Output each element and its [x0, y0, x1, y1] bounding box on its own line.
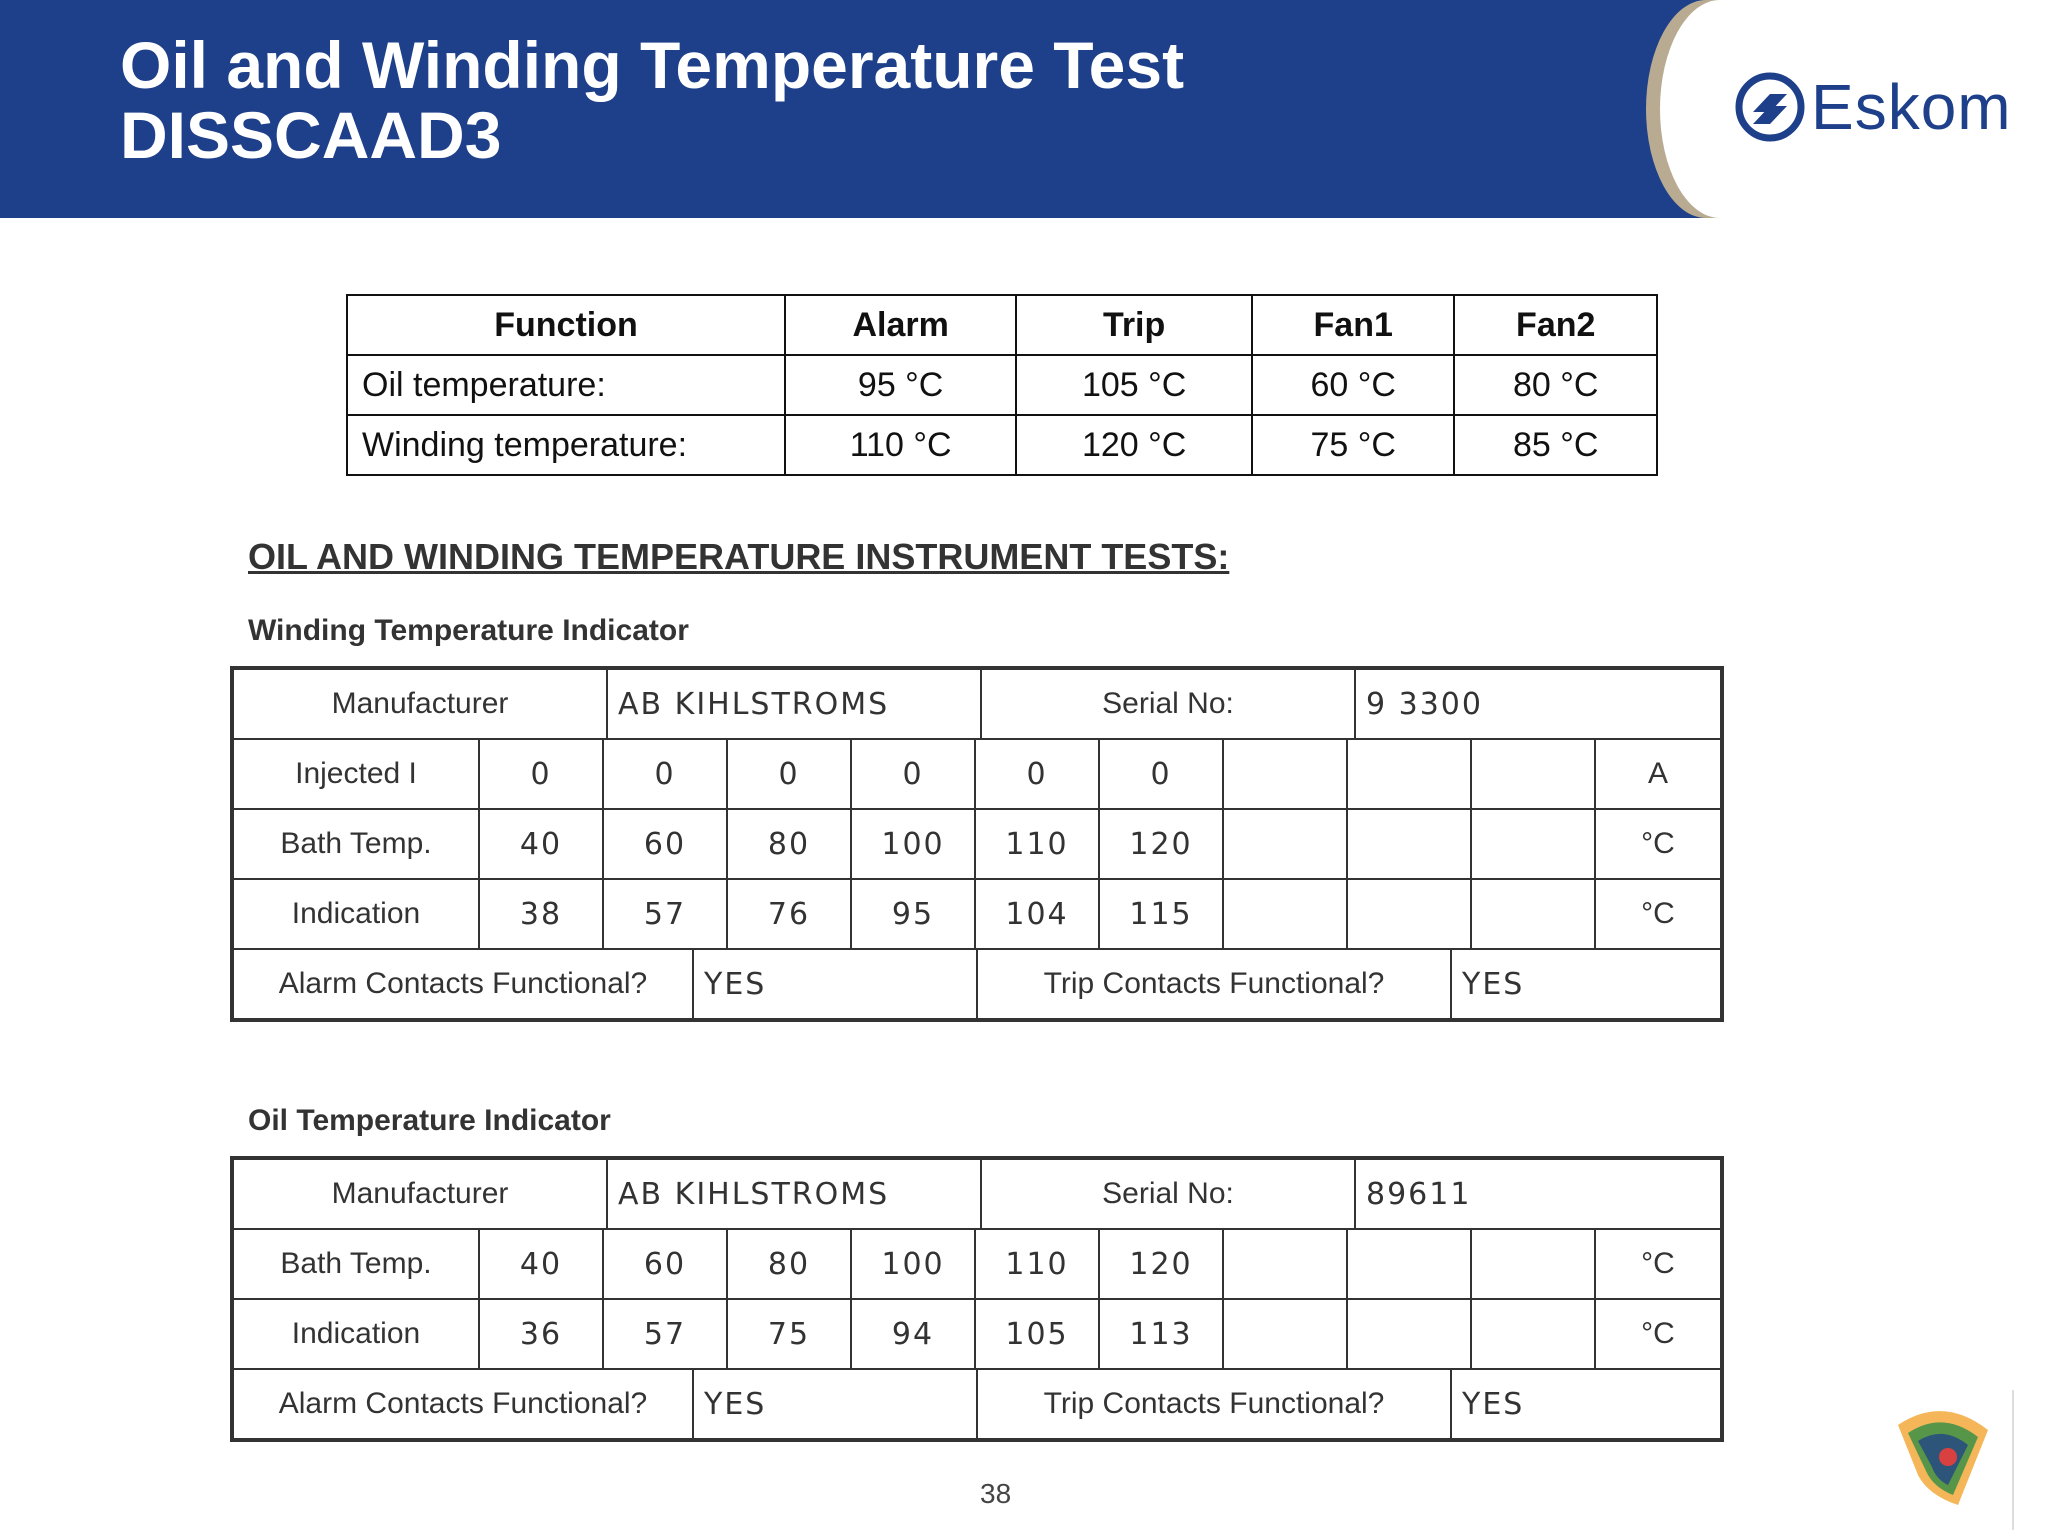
table-row: [347, 355, 1657, 415]
indication-value: [1472, 1300, 1596, 1368]
table-row: [347, 415, 1657, 475]
alarm-contacts-value: YES: [694, 950, 978, 1018]
winding-indicator-title: Winding Temperature Indicator: [248, 614, 689, 647]
alarm-contacts-value: YES: [694, 1370, 978, 1438]
section-title: OIL AND WINDING TEMPERATURE INSTRUMENT TESTS:: [248, 536, 1230, 577]
bath-temp-unit: °C: [1641, 1247, 1675, 1280]
cell-value: 120 °C: [1016, 415, 1252, 475]
trip-contacts-value: YES: [1462, 966, 1525, 1002]
manufacturer-row: [234, 670, 1720, 740]
header-fan1: Fan1: [1252, 295, 1455, 355]
injected-row: [234, 740, 1720, 810]
injected-value: 0: [1100, 740, 1224, 808]
title-line-2: DISSCAAD3: [120, 98, 502, 172]
indication-value: 76: [728, 880, 852, 948]
bath-temp-value: 120: [1100, 1230, 1224, 1298]
indication-value: [1348, 880, 1472, 948]
bath-temp-value: [1348, 810, 1472, 878]
function-table: [346, 294, 1658, 476]
manufacturer-label: Manufacturer: [234, 1160, 608, 1228]
serial-value: 89611: [1366, 1176, 1472, 1212]
indication-value: 115: [1100, 880, 1224, 948]
bath-temp-value: 60: [604, 1230, 728, 1298]
indication-label: Indication: [234, 1300, 480, 1368]
indication-unit: °C: [1641, 897, 1675, 930]
bath-temp-value: [1224, 1230, 1348, 1298]
injected-value: [1224, 740, 1348, 808]
bath-temp-value: [1472, 810, 1596, 878]
bath-temp-value: 120: [1100, 810, 1224, 878]
cell-value: 85 °C: [1454, 415, 1657, 475]
oil-indicator-title: Oil Temperature Indicator: [248, 1104, 611, 1137]
trip-contacts-label: Trip Contacts Functional?: [978, 1370, 1452, 1438]
oil-indicator-form: [230, 1156, 1724, 1442]
indication-value: 105: [976, 1300, 1100, 1368]
indication-value: 57: [604, 880, 728, 948]
bath-temp-value: 40: [480, 810, 604, 878]
indication-row: [234, 880, 1720, 950]
indication-value: 57: [604, 1300, 728, 1368]
manufacturer-label: Manufacturer: [234, 670, 608, 738]
indication-label: Indication: [234, 880, 480, 948]
bath-temp-value: [1224, 810, 1348, 878]
indication-value: [1224, 1300, 1348, 1368]
bath-temp-label: Bath Temp.: [234, 1230, 480, 1298]
indication-value: 75: [728, 1300, 852, 1368]
bath-temp-value: 80: [728, 1230, 852, 1298]
bath-temp-value: 110: [976, 810, 1100, 878]
row-label: Oil temperature:: [347, 355, 785, 415]
winding-indicator-form: [230, 666, 1724, 1022]
header-alarm: Alarm: [785, 295, 1016, 355]
bath-temp-value: 80: [728, 810, 852, 878]
indication-value: [1348, 1300, 1472, 1368]
injected-value: 0: [976, 740, 1100, 808]
injected-label: Injected I: [234, 740, 480, 808]
cell-value: 80 °C: [1454, 355, 1657, 415]
bath-temp-value: [1472, 1230, 1596, 1298]
indication-value: 95: [852, 880, 976, 948]
alarm-contacts-label: Alarm Contacts Functional?: [234, 950, 694, 1018]
header-trip: Trip: [1016, 295, 1252, 355]
bath-temp-value: 40: [480, 1230, 604, 1298]
cell-value: 60 °C: [1252, 355, 1455, 415]
injected-value: 0: [728, 740, 852, 808]
bath-temp-row: [234, 810, 1720, 880]
page-number: 38: [980, 1478, 1012, 1509]
cell-value: 110 °C: [785, 415, 1016, 475]
title-line-1: Oil and Winding Temperature Test: [120, 28, 1185, 102]
manufacturer-row: [234, 1160, 1720, 1230]
bath-temp-label: Bath Temp.: [234, 810, 480, 878]
eskom-emblem-icon: [1735, 72, 1805, 142]
indication-value: 38: [480, 880, 604, 948]
header-fan2: Fan2: [1454, 295, 1657, 355]
eskom-logo: [1735, 70, 2012, 144]
serial-value: 9 3300: [1366, 686, 1483, 722]
indication-value: [1224, 880, 1348, 948]
injected-value: [1348, 740, 1472, 808]
bath-temp-value: 100: [852, 810, 976, 878]
bath-temp-value: 110: [976, 1230, 1100, 1298]
injected-value: [1472, 740, 1596, 808]
bath-temp-value: 60: [604, 810, 728, 878]
bath-temp-unit: °C: [1641, 827, 1675, 860]
serial-label: Serial No:: [982, 670, 1356, 738]
logo-text: Eskom: [1811, 71, 2012, 143]
injected-value: 0: [604, 740, 728, 808]
divider: [2012, 1390, 2014, 1530]
bath-temp-row: [234, 1230, 1720, 1300]
trip-contacts-value: YES: [1462, 1386, 1525, 1422]
header-function: Function: [347, 295, 785, 355]
manufacturer-value: AB KIHLSTROMS: [608, 1160, 982, 1228]
alarm-contacts-label: Alarm Contacts Functional?: [234, 1370, 694, 1438]
page-title: [120, 30, 1184, 170]
trip-contacts-label: Trip Contacts Functional?: [978, 950, 1452, 1018]
indication-value: [1472, 880, 1596, 948]
cell-value: 75 °C: [1252, 415, 1455, 475]
indication-unit: °C: [1641, 1317, 1675, 1350]
indication-value: 94: [852, 1300, 976, 1368]
contacts-row: [234, 950, 1720, 1018]
indication-row: [234, 1300, 1720, 1370]
row-label: Winding temperature:: [347, 415, 785, 475]
function-table-header: [347, 295, 1657, 355]
indication-value: 104: [976, 880, 1100, 948]
bath-temp-value: [1348, 1230, 1472, 1298]
indication-value: 36: [480, 1300, 604, 1368]
manufacturer-value: AB KIHLSTROMS: [608, 670, 982, 738]
injected-value: 0: [852, 740, 976, 808]
bath-temp-value: 100: [852, 1230, 976, 1298]
anniversary-emblem-icon: [1888, 1395, 1998, 1515]
contacts-row: [234, 1370, 1720, 1438]
cell-value: 105 °C: [1016, 355, 1252, 415]
cell-value: 95 °C: [785, 355, 1016, 415]
indication-value: 113: [1100, 1300, 1224, 1368]
injected-value: 0: [480, 740, 604, 808]
serial-label: Serial No:: [982, 1160, 1356, 1228]
injected-unit: A: [1647, 757, 1668, 790]
